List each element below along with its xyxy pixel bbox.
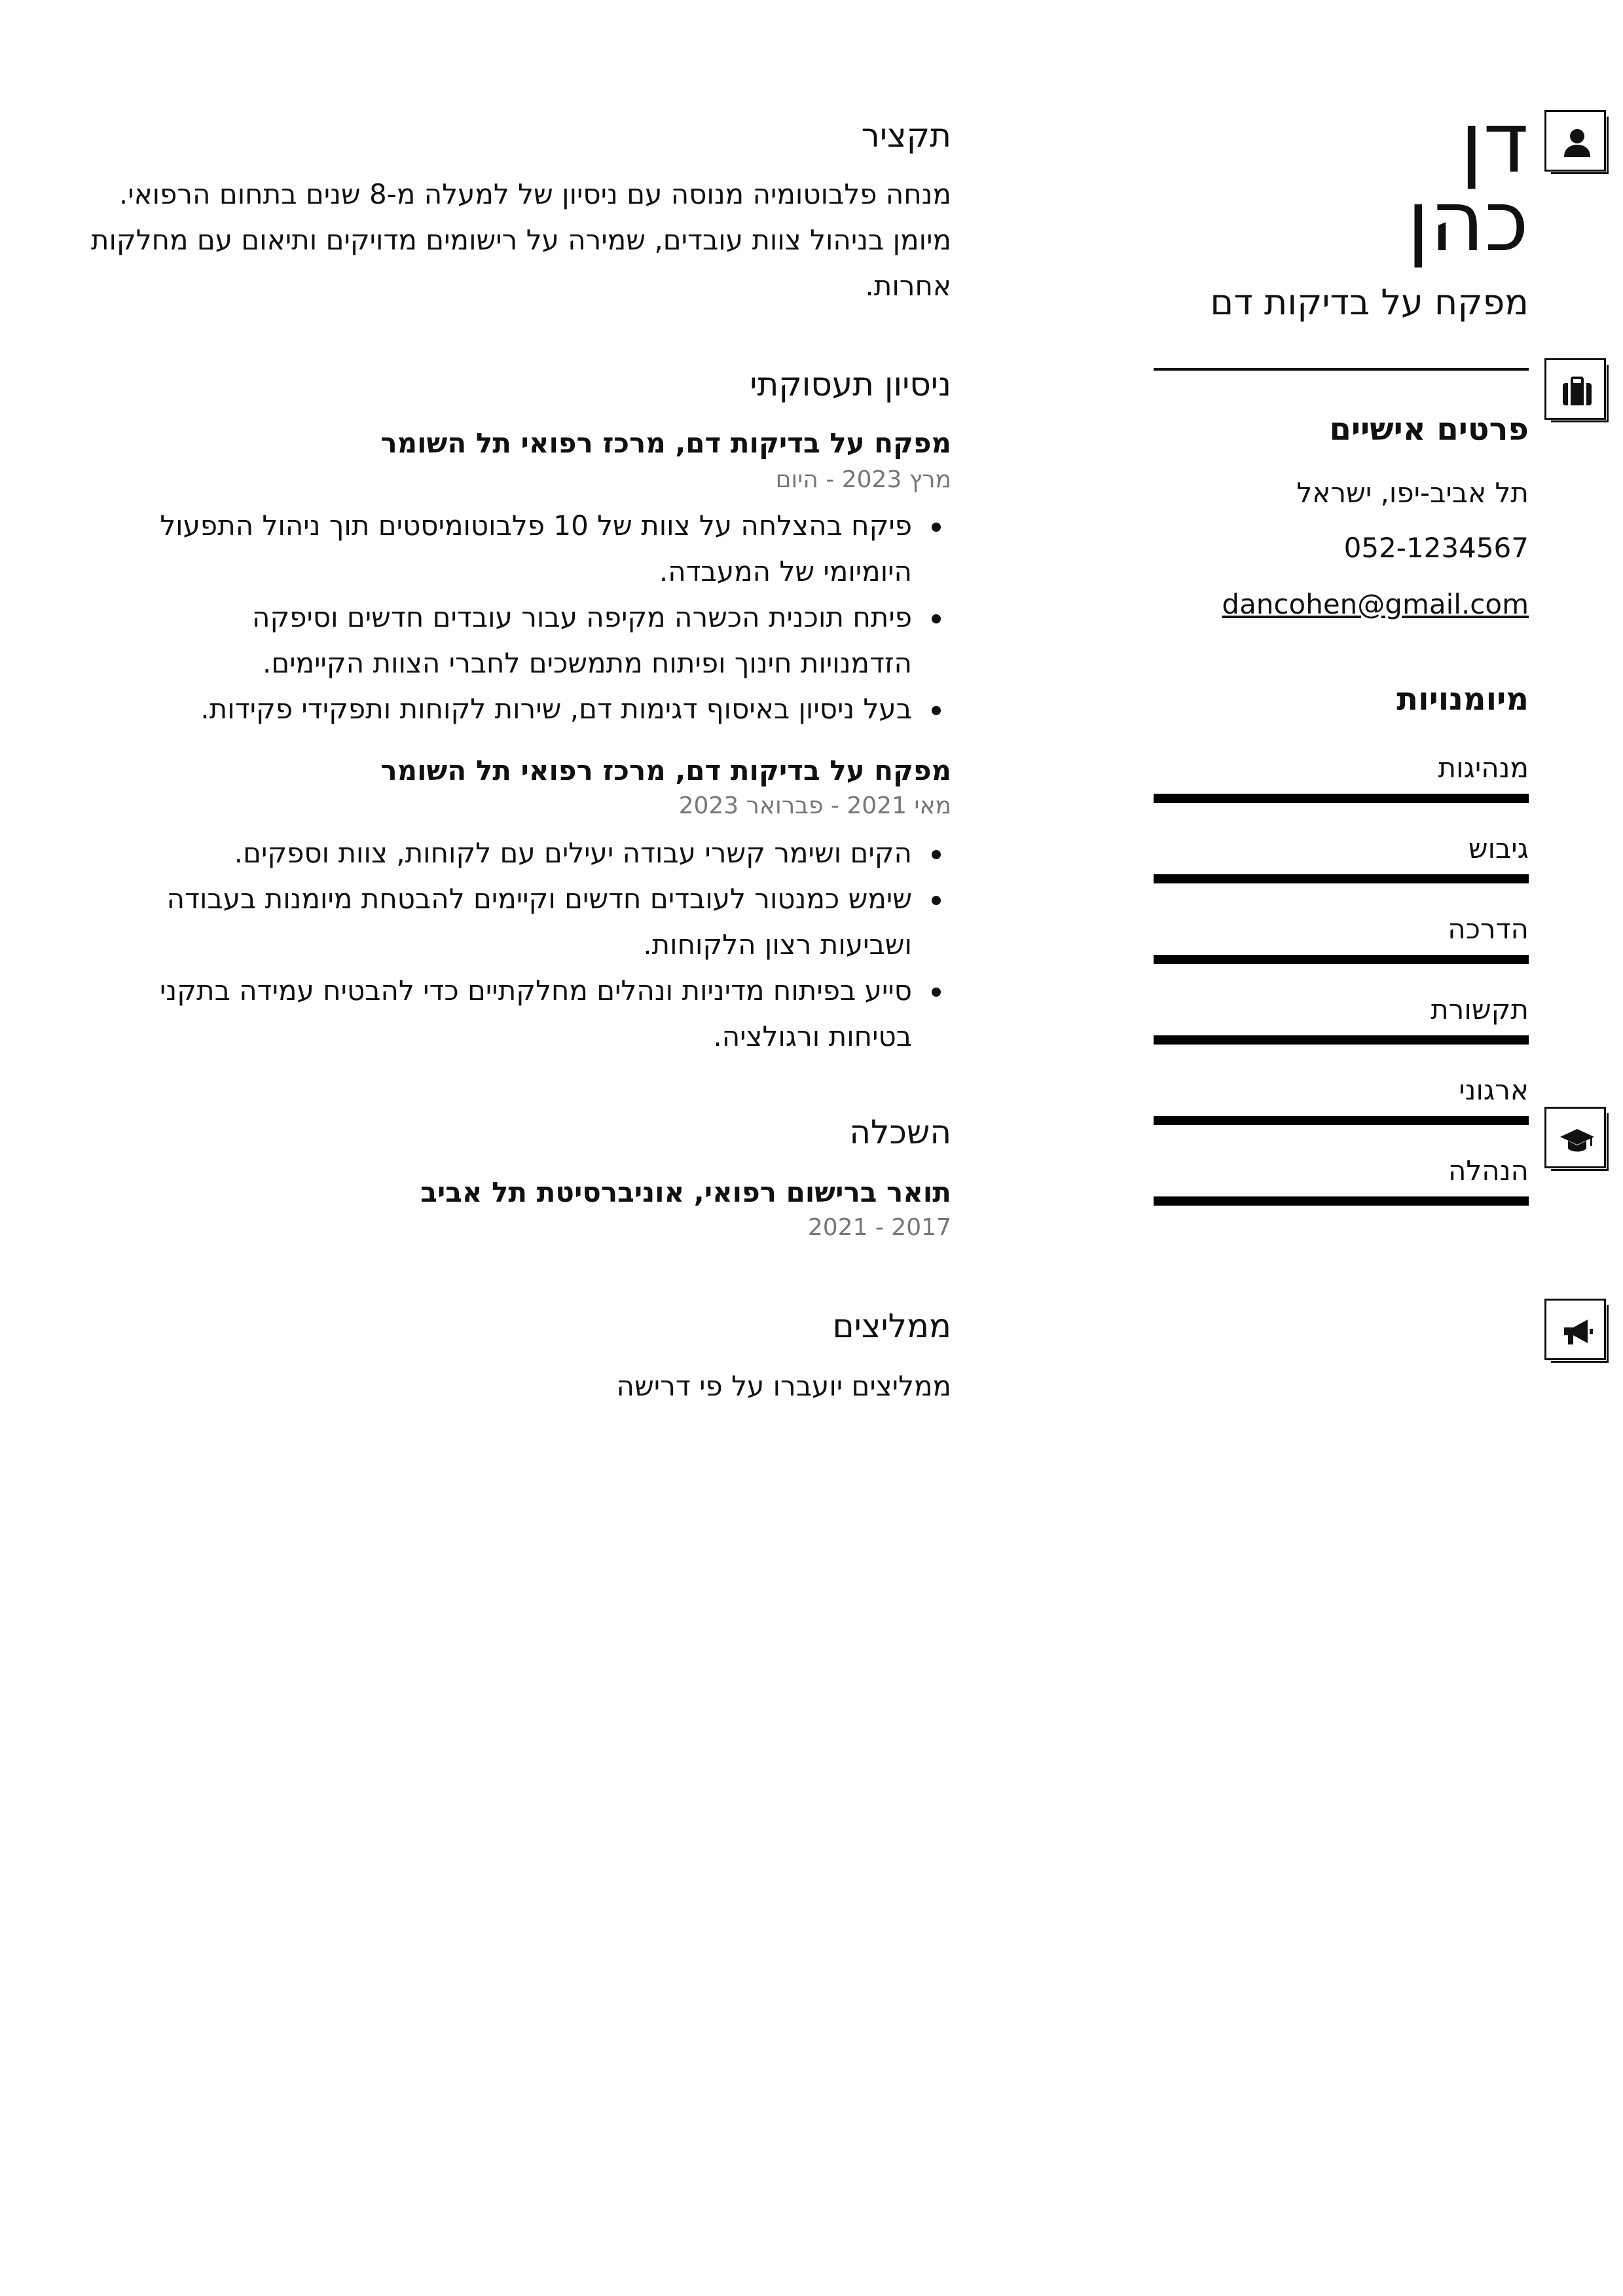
skill-level-bar (1154, 1196, 1529, 1206)
summary-line: אחרות. (865, 270, 951, 302)
user-icon (1544, 110, 1606, 172)
job-dates-2: מאי 2021 - פברואר 2023 (678, 792, 951, 819)
job-title: מפקח על בדיקות דם (1210, 282, 1529, 323)
skill-label: הדרכה (1448, 913, 1529, 945)
experience-heading: ניסיון תעסוקתי (750, 365, 951, 403)
list-item: סייע בפיתוח מדיניות ונהלים מחלקתיים כדי להבטיח עמידה בתקני בטיחות ורגולציה. (5, 968, 912, 1060)
personal-details-heading: פרטים אישיים (1329, 411, 1529, 448)
list-item: בעל ניסיון באיסוף דגימות דם, שירות לקוחות ותפקידי פקידות. (5, 686, 912, 732)
skill-label: גיבוש (1468, 832, 1529, 864)
megaphone-icon (1544, 1299, 1606, 1360)
references-text: ממליצים יועברו על פי דרישה (616, 1370, 951, 1402)
graduation-cap-icon (1544, 1107, 1606, 1168)
job-bullets-1 (5, 503, 951, 732)
summary-heading: תקציר (861, 117, 951, 155)
job-bullets-2 (5, 830, 951, 1060)
candidate-first-name: דן (1460, 94, 1529, 192)
skill-label: תקשורת (1431, 993, 1529, 1026)
header-divider (1154, 368, 1529, 371)
list-item: הקים ושימר קשרי עבודה יעילים עם לקוחות, צוות וספקים. (5, 830, 912, 876)
skill-level-bar (1154, 1116, 1529, 1125)
email-link[interactable]: dancohen@gmail.com (1222, 588, 1529, 620)
skill-level-bar (1154, 794, 1529, 803)
briefcase-icon (1544, 358, 1606, 420)
list-item: פיקח בהצלחה על צוות של 10 פלבוטומיסטים תוך ניהול התפעול היומיומי של המעבדה. (5, 503, 912, 595)
job-title-2: מפקח על בדיקות דם, מרכז רפואי תל השומר (380, 754, 951, 787)
skill-label: מנהיגות (1438, 752, 1529, 784)
degree-title: תואר ברישום רפואי, אוניברסיטת תל אביב (420, 1176, 951, 1208)
candidate-last-name: כהן (1406, 173, 1529, 270)
skill-label: הנהלה (1448, 1155, 1529, 1187)
location-text: תל אביב-יפו, ישראל (1296, 477, 1529, 509)
skills-heading: מיומנויות (1396, 681, 1529, 718)
job-dates-1: מרץ 2023 - היום (775, 466, 951, 493)
skill-level-bar (1154, 874, 1529, 883)
phone-text: 052-1234567 (1343, 532, 1529, 564)
skill-level-bar (1154, 1035, 1529, 1045)
summary-text (35, 172, 951, 309)
skill-level-bar (1154, 955, 1529, 964)
list-item: שימש כמנטור לעובדים חדשים וקיימים להבטחת מיומנות בעבודה ושביעות רצון הלקוחות. (5, 876, 912, 968)
skill-label: ארגוני (1459, 1074, 1529, 1106)
summary-line: מנחה פלבוטומיה מנוסה עם ניסיון של למעלה מ-8 שנים בתחום הרפואי. (119, 178, 951, 210)
references-heading: ממליצים (832, 1307, 951, 1345)
summary-line: מיומן בניהול צוות עובדים, שמירה על רישומים מדויקים ותיאום עם מחלקות (90, 224, 951, 256)
education-heading: השכלה (849, 1113, 951, 1151)
education-dates: 2017 - 2021 (807, 1214, 951, 1241)
job-title-1: מפקח על בדיקות דם, מרכז רפואי תל השומר (380, 427, 951, 459)
list-item: פיתח תוכנית הכשרה מקיפה עבור עובדים חדשים וסיפקה הזדמנויות חינוך ופיתוח מתמשכים לחברי הצוות הקיימים. (5, 595, 912, 686)
